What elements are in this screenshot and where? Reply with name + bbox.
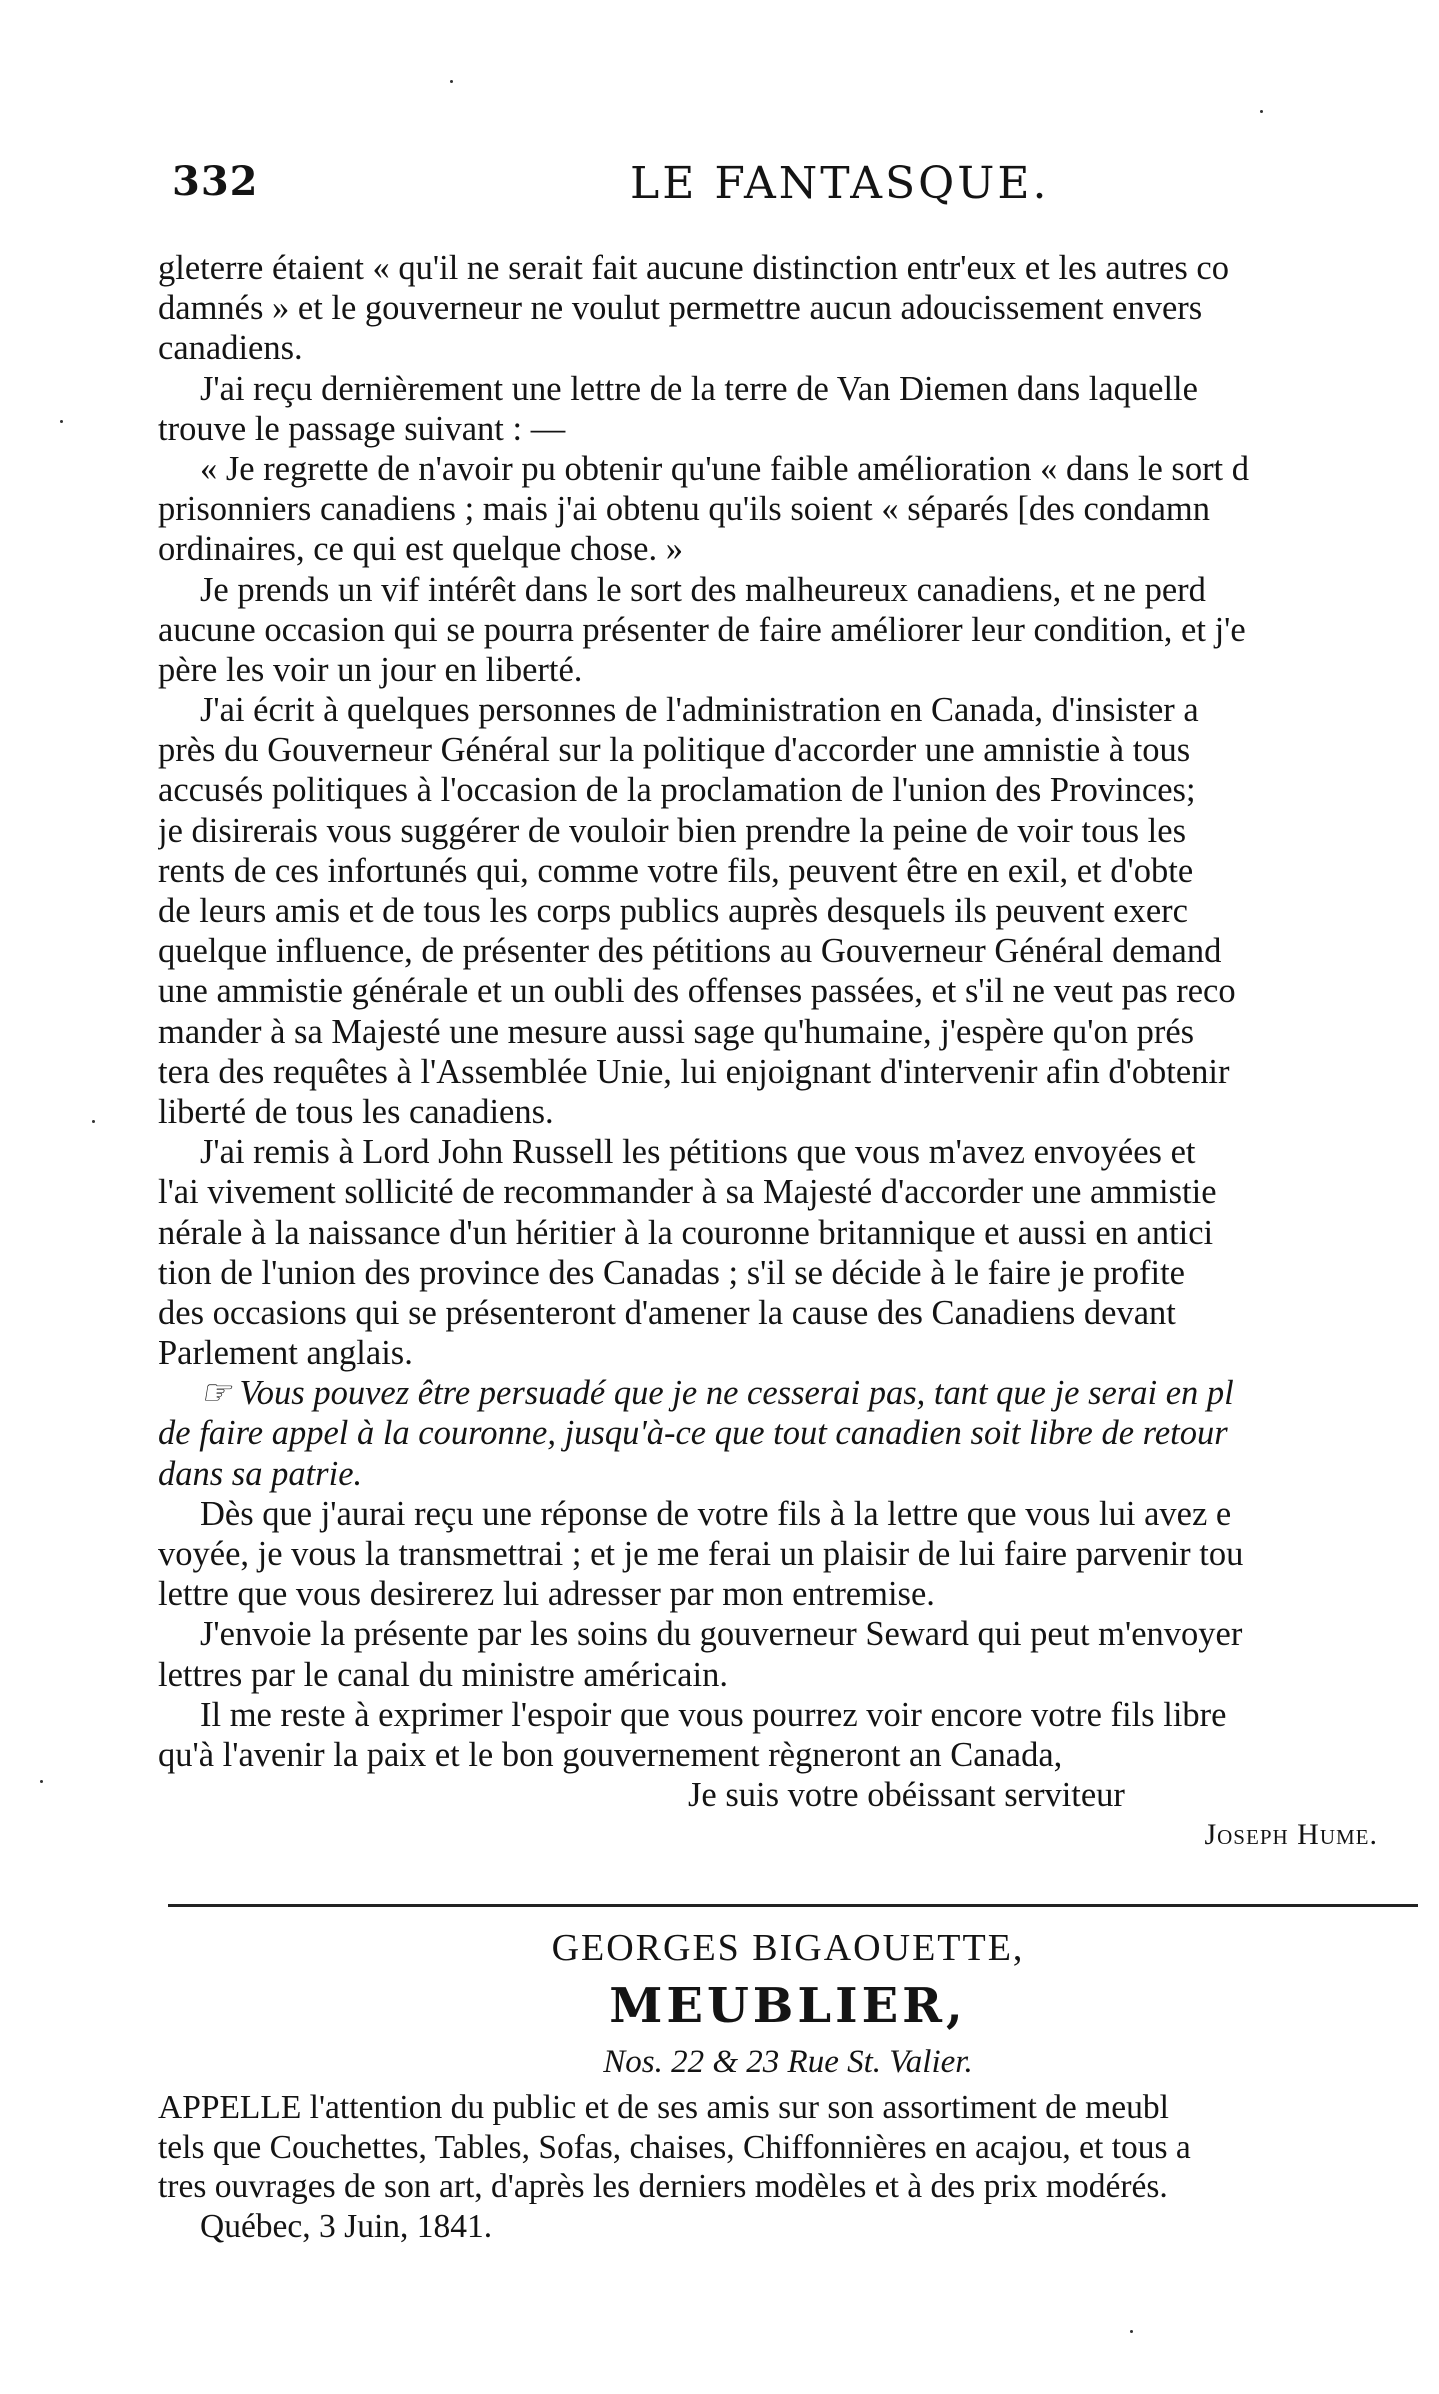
text-line: lettres par le canal du ministre américain. xyxy=(158,1655,728,1694)
ad-dateline: Québec, 3 Juin, 1841. xyxy=(200,2207,493,2245)
text-line: canadiens. xyxy=(158,329,303,368)
page-number: 332 xyxy=(172,158,259,205)
ad-text-line: tres ouvrages de son art, d'après les derniers modèles et à des prix modérés. xyxy=(158,2168,1168,2205)
text-line: mander à sa Majesté une mesure aussi sage qu'humaine, j'espère qu'on prés xyxy=(158,1012,1195,1051)
scan-speck xyxy=(60,420,63,423)
text-line: l'ai vivement sollicité de recommander à sa Majesté d'accorder une ammistie xyxy=(158,1173,1217,1212)
text-line: J'ai écrit à quelques personnes de l'administration en Canada, d'insister a xyxy=(200,691,1199,730)
advertiser-address: Nos. 22 & 23 Rue St. Valier. xyxy=(603,2044,973,2080)
text-line: prisonniers canadiens ; mais j'ai obtenu qu'ils soient « séparés [des condamn xyxy=(158,490,1210,529)
advertiser-name: GEORGES BIGAOUETTE, xyxy=(551,1927,1025,1969)
text-line: père les voir un jour en liberté. xyxy=(158,650,583,689)
text-line: damnés » et le gouverneur ne voulut permettre aucun adoucissement envers xyxy=(158,289,1203,328)
text-line: accusés politiques à l'occasion de la proclamation de l'union des Provinces; xyxy=(158,771,1196,810)
text-line: qu'à l'avenir la paix et le bon gouvernement règneront an Canada, xyxy=(158,1735,1063,1774)
text-line: voyée, je vous la transmettrai ; et je me ferai un plaisir de lui faire parvenir tou xyxy=(158,1535,1244,1573)
scan-speck xyxy=(40,1780,43,1783)
text-line: Je prends un vif intérêt dans le sort des malheureux canadiens, et ne perd xyxy=(200,570,1206,609)
text-line: de faire appel à la couronne, jusqu'à-ce que tout canadien soit libre de retour xyxy=(158,1414,1228,1453)
text-line: près du Gouverneur Général sur la politique d'accorder une amnistie à tous xyxy=(158,731,1191,770)
text-line: des occasions qui se présenteront d'amener la cause des Canadiens devant xyxy=(158,1293,1176,1332)
ad-text-line: tels que Couchettes, Tables, Sofas, chaises, Chiffonnières en acajou, et tous a xyxy=(158,2128,1191,2166)
text-line: dans sa patrie. xyxy=(158,1454,363,1493)
text-line: Parlement anglais. xyxy=(158,1334,413,1373)
text-line: J'ai remis à Lord John Russell les pétitions que vous m'avez envoyées et xyxy=(200,1133,1196,1172)
text-line: rents de ces infortunés qui, comme votre fils, peuvent être en exil, et d'obte xyxy=(158,851,1194,890)
text-line: tion de l'union des province des Canadas ; s'il se décide à le faire je profite xyxy=(158,1253,1185,1292)
text-line: J'ai reçu dernièrement une lettre de la terre de Van Diemen dans laquelle xyxy=(200,369,1198,408)
text-line: nérale à la naissance d'un héritier à la couronne britannique et aussi en antici xyxy=(158,1213,1214,1252)
text-line: tera des requêtes à l'Assemblée Unie, lui enjoignant d'intervenir afin d'obtenir xyxy=(158,1052,1230,1091)
page-header xyxy=(150,158,1410,228)
section-divider xyxy=(168,1904,1418,1907)
text-line: lettre que vous desirerez lui adresser par mon entremise. xyxy=(158,1575,935,1614)
advertisement xyxy=(158,1920,1418,2246)
text-line: aucune occasion qui se pourra présenter de faire améliorer leur condition, et j'e xyxy=(158,610,1246,649)
scan-speck xyxy=(92,1120,95,1123)
text-line: liberté de tous les canadiens. xyxy=(158,1092,554,1131)
text-line: trouve le passage suivant : — xyxy=(158,409,566,448)
ad-text-line: APPELLE l'attention du public et de ses amis sur son assortiment de meubl xyxy=(158,2089,1169,2126)
letter-signature: Joseph Hume. xyxy=(1204,1818,1378,1852)
text-line: de leurs amis et de tous les corps publics auprès desquels ils peuvent exerc xyxy=(158,892,1188,930)
publication-title: LE FANTASQUE. xyxy=(630,158,1050,209)
text-line: je disirerais vous suggérer de vouloir bien prendre la peine de voir tous les xyxy=(158,811,1186,850)
text-line: gleterre étaient « qu'il ne serait fait aucune distinction entr'eux et les autres co xyxy=(158,249,1229,287)
advertiser-trade: MEUBLIER, xyxy=(609,1978,967,2034)
letter-closing: Je suis votre obéissant serviteur xyxy=(688,1776,1125,1815)
text-line: ordinaires, ce qui est quelque chose. » xyxy=(158,530,683,569)
text-line: Dès que j'aurai reçu une réponse de votre fils à la lettre que vous lui avez e xyxy=(200,1494,1232,1533)
scan-speck xyxy=(1260,110,1263,113)
scan-speck xyxy=(1130,2330,1133,2333)
text-line: J'envoie la présente par les soins du gouverneur Seward qui peut m'envoyer xyxy=(200,1615,1243,1654)
letter-body xyxy=(158,248,1418,1856)
text-line: ☞ Vous pouvez être persuadé que je ne cesserai pas, tant que je serai en pl xyxy=(200,1374,1234,1413)
text-line: quelque influence, de présenter des pétitions au Gouverneur Général demand xyxy=(158,932,1222,971)
text-line: « Je regrette de n'avoir pu obtenir qu'une faible amélioration « dans le sort d xyxy=(200,449,1250,488)
scan-speck xyxy=(450,80,453,83)
text-line: Il me reste à exprimer l'espoir que vous pourrez voir encore votre fils libre xyxy=(200,1695,1227,1734)
advertisement-text xyxy=(158,2088,1418,2246)
text-line: une ammistie générale et un oubli des offenses passées, et s'il ne veut pas reco xyxy=(158,972,1236,1011)
